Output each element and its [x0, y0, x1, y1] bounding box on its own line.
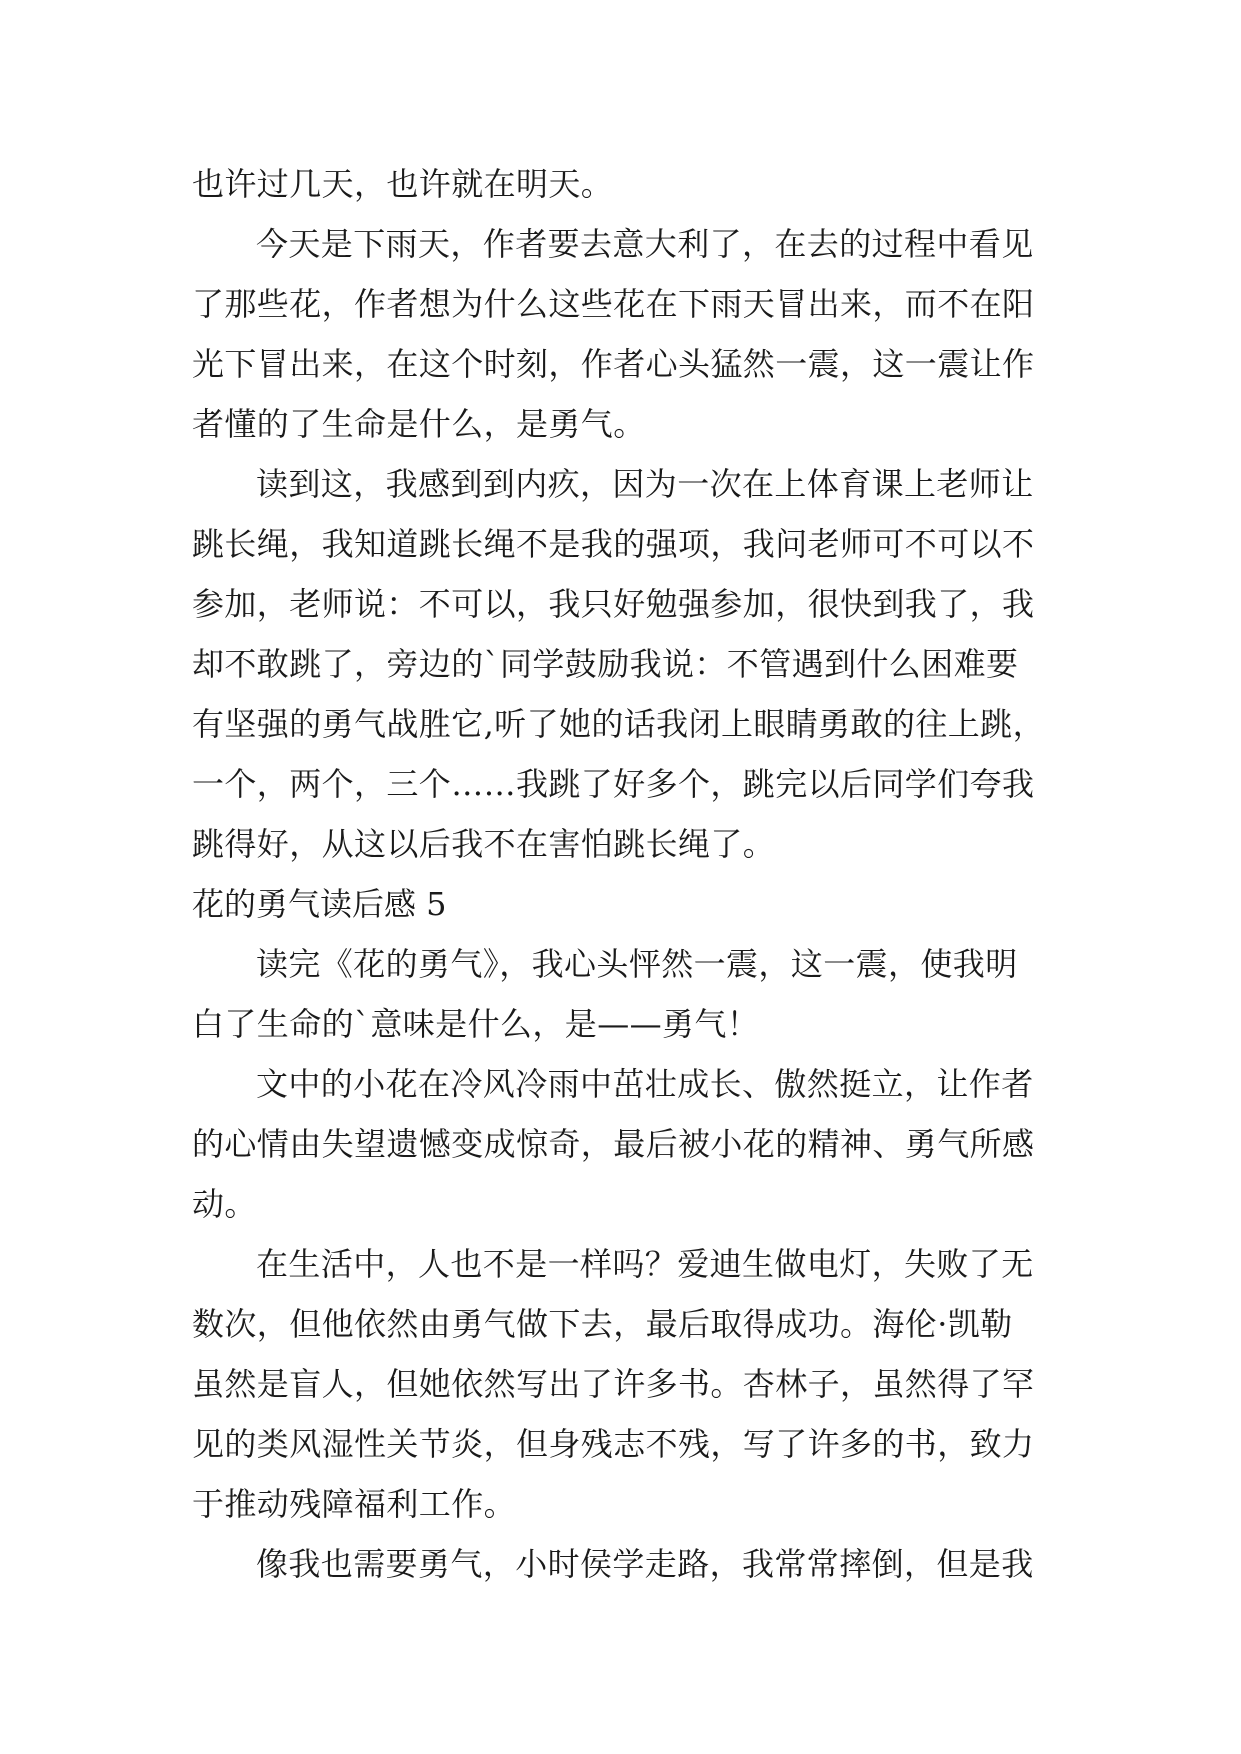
text-line: 像我也需要勇气，小时侯学走路，我常常摔倒，但是我 — [256, 1545, 1034, 1583]
text-line: 读到这，我感到到内疚，因为一次在上体育课上老师让 — [256, 465, 1034, 503]
text-line: 于推动残障福利工作。 — [192, 1485, 517, 1523]
text-line: 白了生命的`意味是什么，是——勇气！ — [192, 1005, 760, 1043]
text-line: 有坚强的勇气战胜它,听了她的话我闭上眼睛勇敢的往上跳， — [192, 705, 1045, 743]
paragraph — [192, 1234, 1050, 1534]
text-line: 的心情由失望遗憾变成惊奇，最后被小花的精神、勇气所感 — [192, 1125, 1035, 1163]
text-line: 却不敢跳了，旁边的`同学鼓励我说：不管遇到什么困难要 — [192, 645, 1019, 683]
text-line: 读完《花的勇气》，我心头怦然一震，这一震，使我明 — [256, 945, 1018, 983]
text-line: 今天是下雨天，作者要去意大利了，在去的过程中看见 — [256, 225, 1034, 263]
document-page — [192, 154, 1050, 1594]
paragraph — [192, 1054, 1050, 1234]
text-line: 跳得好，从这以后我不在害怕跳长绳了。 — [192, 825, 776, 863]
text-line: 参加，老师说：不可以，我只好勉强参加，很快到我了，我 — [192, 585, 1035, 623]
paragraph — [192, 214, 1050, 454]
section-heading: 花的勇气读后感 5 — [192, 885, 447, 923]
paragraph — [192, 454, 1050, 874]
text-line: 数次，但他依然由勇气做下去，最后取得成功。海伦·凯勒 — [192, 1305, 1013, 1343]
text-line: 文中的小花在冷风冷雨中茁壮成长、傲然挺立，让作者 — [256, 1065, 1034, 1103]
paragraph — [192, 1534, 1050, 1594]
text-line: 动。 — [192, 1185, 257, 1223]
text-line: 虽然是盲人，但她依然写出了许多书。杏林子，虽然得了罕 — [192, 1365, 1035, 1403]
text-line: 跳长绳，我知道跳长绳不是我的强项，我问老师可不可以不 — [192, 525, 1035, 563]
text-line: 者懂的了生命是什么，是勇气。 — [192, 405, 646, 443]
paragraph — [192, 934, 1050, 1054]
text-line: 光下冒出来，在这个时刻，作者心头猛然一震，这一震让作 — [192, 345, 1035, 383]
text-line: 了那些花，作者想为什么这些花在下雨天冒出来，而不在阳 — [192, 285, 1035, 323]
text-line: 一个，两个，三个……我跳了好多个，跳完以后同学们夸我 — [192, 765, 1035, 803]
text-line: 也许过几天，也许就在明天。 — [192, 165, 614, 203]
text-line: 在生活中，人也不是一样吗？爱迪生做电灯，失败了无 — [256, 1245, 1034, 1283]
paragraph-continuation — [192, 154, 1050, 214]
text-line: 见的类风湿性关节炎，但身残志不残，写了许多的书，致力 — [192, 1425, 1035, 1463]
